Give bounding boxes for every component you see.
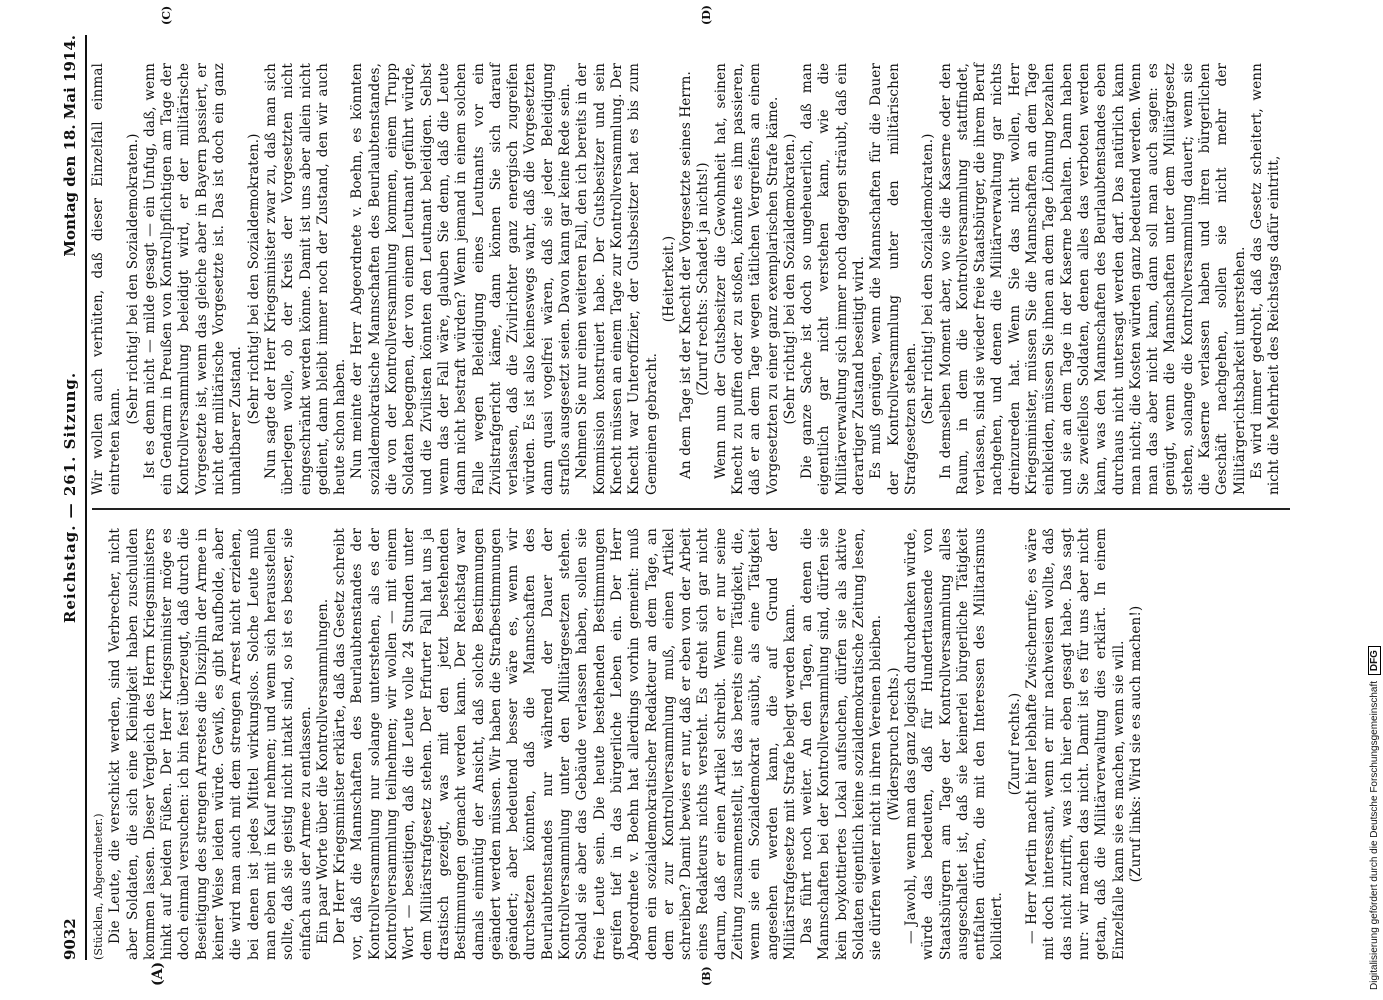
margin-mark-a: (A) bbox=[150, 961, 166, 986]
dfg-logo: DFG bbox=[1368, 646, 1381, 675]
paragraph: Es muß genügen, wenn die Mannschaften für die Dauer der Kontrollversammlung unter den militärischen Strafgesetzen stehen. bbox=[868, 63, 919, 495]
paragraph: Wir wollen auch verhüten, daß dieser Einzelfall einmal eintreten kann. bbox=[90, 63, 124, 495]
paragraph: (Stücklen, Abgeordneter.) bbox=[92, 813, 105, 960]
paragraph: Das führt noch weiter. An den Tagen, an denen die Mannschaften bei der Kontrollversammlung sind, dürfen sie kein boykottiertes Lokal aufsuchen, dürfen sie als aktive Soldaten eigentlich keine sozialdemokratische Zeitung lesen, sie dürfen weiter nicht in ihren Vereinen bleiben. bbox=[799, 528, 885, 960]
paragraph: Die Leute, die verschickt werden, sind Verbrecher, nicht aber Soldaten, die sich eine Kleinigkeit haben zuschulden kommen lassen. Dieser Vergleich des Herrn Kriegsministers hinkt auf beiden Füßen. Der Herr Kriegsminister möge es doch einmal versuchen: ich bin fest überzeugt, daß durch die Beseitigung des strengen Arrestes die Disziplin der Armee in keiner Weise leiden würde. Gewiß, es gibt Raufbolde, aber die wird man auch mit dem strengen Arrest nicht erziehen, bei denen ist jedes Mittel wirkungslos. Solche Leute muß man eben mit in Kauf nehmen; und wenn sich herausstellen sollte, daß sie geistig nicht intakt sind, so ist es besser, sie einfach aus der Armee zu entlassen. bbox=[107, 528, 314, 960]
paragraph: (Zuruf rechts.) bbox=[1006, 692, 1023, 796]
paragraph: Wenn nun der Gutsbesitzer die Gewohnheit hat, seinen Knecht zu puffen oder zu stoßen, könnte es ihm passieren, daß er an dem Tage wegen tätlichen Vergreifens an einem Vorgesetzten zu einer ganz exemplarischen Strafe käme. bbox=[712, 63, 781, 495]
paragraph: Es wird immer gedroht, daß das Gesetz scheitert, wenn nicht die Mehrheit des Reichstags dafür eintritt, bbox=[1248, 63, 1283, 495]
credit-text: Digitalisierung gefördert durch die Deutsche Forschungsgemeinschaft bbox=[1369, 680, 1380, 990]
paragraph: (Heiterkeit.) bbox=[660, 235, 677, 323]
paragraph: An dem Tage ist der Knecht der Vorgesetzte seines Herrn. bbox=[678, 71, 695, 479]
paragraph: (Sehr richtig! bei den Sozialdemokraten.) bbox=[245, 133, 262, 425]
paragraph: — Jawohl, wenn man das ganz logisch durchdenken würde, würde das bedeuten, daß für Hunderttausende von Staatsbürgern am Tage der Kontrollversammlung alles ausgeschaltet ist, daß sie keinerlei bürgerliche Tätigkeit entfalten dürfen, die mit den Interessen des Militarismus kollidiert. bbox=[902, 528, 1006, 960]
page-number: 9032 bbox=[61, 918, 79, 960]
paragraph: In demselben Moment aber, wo sie die Kaserne oder den Raum, in dem die Kontrollversammlung stattfindet, verlassen, sind sie wieder freie Staatsbürger, die ihrem Beruf nachgehen, und denen die Militärverwaltung gar nichts dreinzureden hat. Wenn Sie das nicht wollen, Herr Kriegsminister, müssen Sie die Mannschaften an dem Tage einkleiden, müssen Sie ihnen an dem Tage Löhnung bezahlen und sie an dem Tage in der Kaserne behalten. Dann haben Sie zweifellos Soldaten, denen alles das verboten werden kann, was den Mannschaften des Beurlaubtenstandes eben durchaus nicht untersagt werden darf. Das natürlich kann man nicht; die Kosten würden ganz bedeutend werden. Wenn man das aber nicht kann, dann soll man auch sagen: es genügt, wenn die Mannschaften unter dem Militärgesetz stehen, solange die Kontrollversammlung dauert; wenn sie die Kaserne verlassen haben und ihren bürgerlichen Geschäft nachgehen, sollen sie nicht mehr der Militärgerichtsbarkeit unterstehen. bbox=[937, 63, 1248, 495]
paragraph: (Widerspruch rechts.) bbox=[885, 667, 902, 821]
header-rule bbox=[85, 35, 87, 960]
paragraph: (Sehr richtig! bei den Sozialdemokraten.) bbox=[781, 133, 798, 425]
paragraph: Die ganze Sache ist doch so ungeheuerlich, daß man eigentlich gar nicht verstehen kann, wie die Militärverwaltung sich immer noch dagegen sträubt, daß ein derartiger Zustand beseitigt wird. bbox=[799, 63, 868, 495]
paragraph: Nehmen Sie nur einen weiteren Fall, den ich bereits in der Kommission konstruiert habe. Der Gutsbesitzer und sein Knecht müssen an einem Tage zur Kontrollversammlung. Der Knecht war Unteroffizier, der Gutsbesitzer hat es bis zum Gemeinen gebracht. bbox=[574, 63, 660, 495]
paragraph: (Sehr richtig! bei den Sozialdemokraten.) bbox=[124, 133, 141, 425]
text-column-right bbox=[90, 63, 1283, 495]
page-header bbox=[55, 35, 85, 960]
paragraph: — Herr Mertin macht hier lebhafte Zwischenrufe; es wäre mit doch interessant, wenn er mir nachweisen wollte, daß das nicht zutrifft, was ich hier eben gesagt habe. Das sagt nur: wir machen das nicht. Damit ist es für uns aber nicht getan, daß die Militärverwaltung dies erklärt. In einem Einzelfalle kann sie es machen, wenn sie will. bbox=[1024, 528, 1127, 960]
paragraph: (Sehr richtig! bei den Sozialdemokraten.) bbox=[920, 133, 937, 425]
paragraph: Ist es denn nicht — milde gesagt — ein Unfug, daß, wenn ein Gendarm in Preußen von Kontrollpflichtigen am Tage der Kontrollversammlung beleidigt wird, er der militärische Vorgesetzte ist, wenn das gleiche aber in Bayern passiert, er nicht der militärische Vorgesetzte ist. Das ist doch ein ganz unhaltbarer Zustand. bbox=[141, 63, 245, 495]
margin-mark-c: (C) bbox=[160, 5, 173, 25]
paragraph: (Zuruf rechts: Schadet ja nichts!) bbox=[695, 162, 712, 396]
paragraph: Nun sagte der Herr Kriegsminister zwar zu, daß man sich überlegen wolle, ob der Kreis der Vorgesetzten nicht eingeschränkt werden könne. Damit ist uns aber allein nicht gedient, dann bleibt immer noch der Zustand, den wir auch heute schon haben. bbox=[262, 63, 349, 495]
paragraph: Der Herr Kriegsminister erklärte, daß das Gesetz schreibt vor, daß die Mannschaften des Beurlaubtenstandes der Kontrollversammlung nur solange unterstehen, als es der Kontrollversammlung teilnehmen; wir wollen — mit einem Wort — beseitigen, daß die Leute volle 24 Stunden unter dem Militärstrafgesetz stehen. Der Erfurter Fall hat uns ja drastisch gezeigt, was mit den jetzt bestehenden Bestimmungen gemacht werden kann. Der Reichstag war damals einmütig der Ansicht, daß solche Bestimmungen geändert werden müssen. Wir haben die Strafbestimmungen geändert; aber bedeutend besser wäre es, wenn wir durchsetzen könnten, daß die Mannschaften des Beurlaubtenstandes nur während der Dauer der Kontrollversammlung unter den Militärgesetzen stehen. Sobald sie aber das Gebäude verlassen haben, sollen sie freie Leute sein. Die heute bestehenden Bestimmungen greifen tief in das bürgerliche Leben ein. Der Herr Abgeordnete v. Boehn hat allerdings vorhin gemeint: muß denn ein sozialdemokratischer Redakteur an dem Tage, an dem er zur Kontrollversammlung muß, einen Artikel schreiben? Damit bewies er nur, daß er eben von der Arbeit eines Redakteurs nichts versteht. Es dreht sich gar nicht darum, daß er einen Artikel schreibt. Wenn er nur seine Zeitung zusammenstellt, ist das bereits eine Tätigkeit, die, wenn sie ein Sozialdemokrat ausübt, als eine Tätigkeit angesehen werden kann, die auf Grund der Militärstrafgesetze mit Strafe belegt werden kann. bbox=[332, 528, 798, 960]
session-title: Reichstag. — 261. Sitzung. bbox=[61, 371, 79, 624]
paragraph: (Zuruf links: Wird sie es auch machen!) bbox=[1127, 605, 1144, 883]
column-divider bbox=[92, 509, 1290, 511]
text-column-left bbox=[90, 528, 1145, 960]
session-date: Montag den 18. Mai 1914. bbox=[61, 35, 79, 257]
digitization-credit bbox=[1368, 0, 1381, 990]
paragraph: Nun meinte der Herr Abgeordnete v. Boehn, es könnten sozialdemokratische Mannschaften des Beurlaubtenstandes, die von der Kontrollversammlung kommen, einem Trupp Soldaten begegnen, der von einem Leutnant geführt würde, und die Zivilisten könnten den Leutnant beleidigen. Selbst wenn das der Fall wäre, glauben Sie denn, daß die Leute dann nicht bestraft würden? Wenn jemand in einem solchen Falle wegen Beleidigung eines Leutnants vor ein Zivilstrafgericht käme, dann können Sie sich darauf verlassen, daß die Zivilrichter ganz energisch zugreifen würden. Es ist also keineswegs wahr, daß die Vorgesetzten dann quasi vogelfrei wären, daß sie jeder Beleidigung straflos ausgesetzt seien. Davon kann gar keine Rede sein. bbox=[349, 63, 574, 495]
margin-mark-d: (D) bbox=[700, 5, 713, 25]
paragraph: Ein paar Worte über die Kontrollversammlungen. bbox=[314, 598, 331, 944]
margin-mark-b: (B) bbox=[700, 966, 713, 986]
